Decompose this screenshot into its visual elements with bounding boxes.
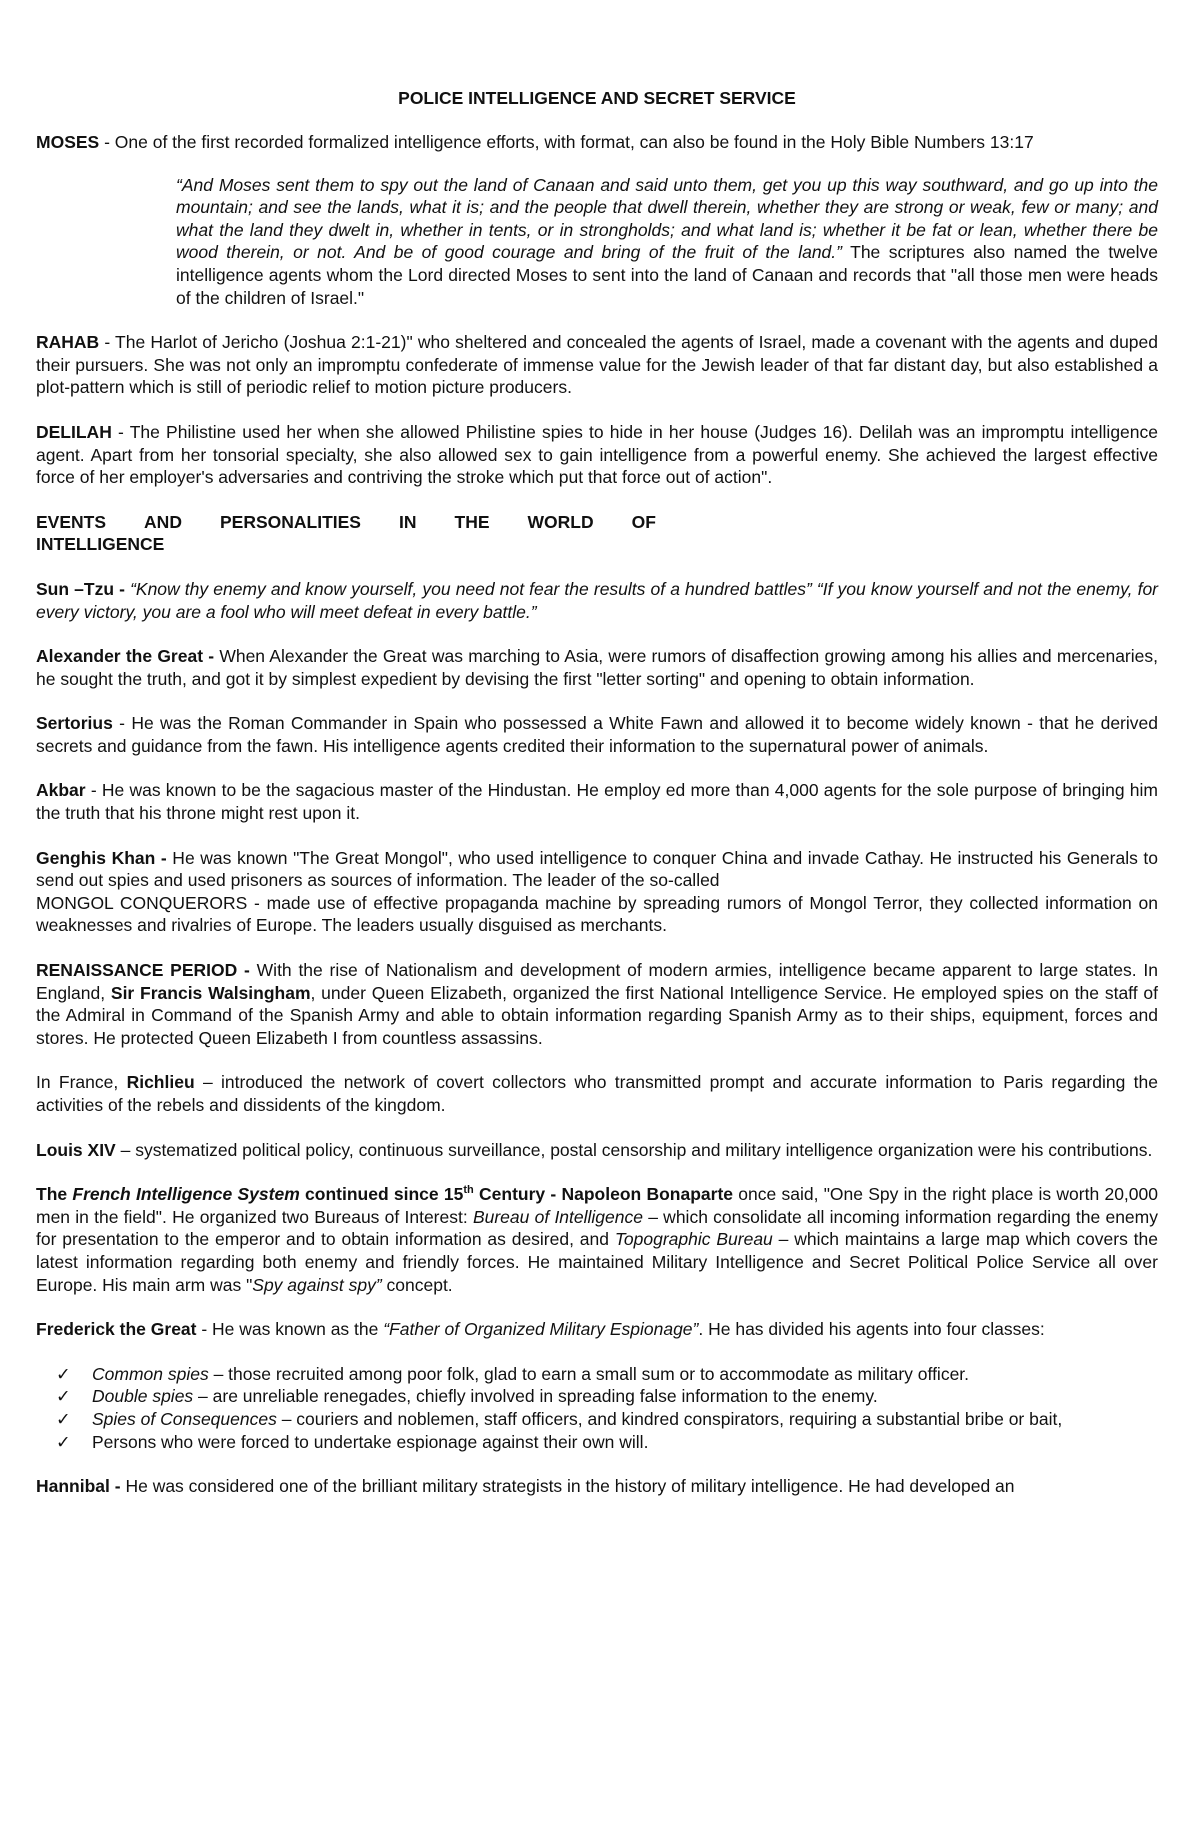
- checkmark-icon: ✓: [56, 1363, 71, 1384]
- list-item: ✓ Spies of Consequences – couriers and noblemen, staff officers, and kindred conspirators, requiring a substantial bribe or bait,: [56, 1408, 1063, 1429]
- paragraph-napoleon: The French Intelligence System continued since 15th Century - Napoleon Bonaparte once said, "One Spy in the right place is worth 20,000 men in the field". He organized two Bureaus of Interest: Bureau of Intelligence – which consolidate all incoming information regarding the enemy for presentation to the emperor and to obtain information as desired, and Topographic Bureau – which maintains a large map which covers the latest information regarding both enemy and friendly forces. He maintained Military Intelligence and Secret Political Police Service all over Europe. His main arm was "Spy against spy” concept.: [36, 1184, 1158, 1295]
- paragraph-richlieu: In France, Richlieu – introduced the network of covert collectors who transmitted prompt and accurate information to Paris regarding the activities of the rebels and dissidents of the kingdom.: [36, 1072, 1158, 1115]
- paragraph-moses: MOSES - One of the first recorded formalized intelligence efforts, with format, can also be found in the Holy Bible Numbers 13:17: [36, 132, 1034, 152]
- paragraph-renaissance: RENAISSANCE PERIOD - With the rise of Nationalism and development of modern armies, intelligence became apparent to large states. In England, Sir Francis Walsingham, under Queen Elizabeth, organized the first National Intelligence Service. He employed spies on the staff of the Admiral in Command of the Spanish Army and able to obtain information regarding Spanish Army as to their ships, equipment, forces and stores. He protected Queen Elizabeth I from countless assassins.: [36, 960, 1158, 1048]
- paragraph-genghis: Genghis Khan - He was known "The Great Mongol", who used intelligence to conquer China and invade Cathay. He instructed his Generals to send out spies and used prisoners as sources of information. The leader of the so-called MONGOL CONQUERORS - made use of effective propaganda machine by spreading rumors of Mongol Terror, they collected information on weaknesses and rivalries of Europe. The leaders usually disguised as merchants.: [36, 847, 1158, 936]
- term-richlieu: Richlieu: [126, 1072, 195, 1093]
- section-heading-events: EVENTS AND PERSONALITIES IN THE WORLD OF INTELLIGENCE: [36, 511, 656, 555]
- term-sertorius: Sertorius: [36, 713, 113, 734]
- term-rahab: RAHAB: [36, 332, 100, 353]
- term-renaissance: RENAISSANCE PERIOD -: [36, 960, 250, 981]
- checkmark-icon: ✓: [56, 1431, 71, 1452]
- quote-moses: “And Moses sent them to spy out the land of Canaan and said unto them, get you up this way southward, and go up into the mountain; and see the lands, what it is; and the people that dwell therein, whether they are strong or weak, few or many; and what the land they dwelt in, whether in tents, or in strongholds; and what land is; whether it be fat or lean, whether there be wood therein, or not. And be of good courage and bring of the fruit of the land.” The scriptures also named the twelve intelligence agents whom the Lord directed Moses to sent into the land of Canaan and records that "all those men were heads of the children of Israel.": [176, 174, 1158, 308]
- term-napoleon: The French Intelligence System continued since 15th Century - Napoleon Bonaparte: [36, 1184, 734, 1205]
- checkmark-icon: ✓: [56, 1408, 71, 1429]
- list-item: ✓ Common spies – those recruited among poor folk, glad to earn a small sum or to accommodate as military officer.: [56, 1363, 970, 1384]
- paragraph-hannibal: Hannibal - He was considered one of the brilliant military strategists in the history of military intelligence. He had developed an: [36, 1476, 1015, 1497]
- paragraph-louis: Louis XIV – systematized political policy, continuous surveillance, postal censorship and military intelligence organization were his contributions.: [36, 1139, 1153, 1160]
- list-item: ✓ Double spies – are unreliable renegades, chiefly involved in spreading false information to the enemy.: [56, 1386, 878, 1407]
- paragraph-rahab: RAHAB - The Harlot of Jericho (Joshua 2:1-21)" who sheltered and concealed the agents of Israel, made a covenant with the agents and duped their pursuers. She was not only an impromptu confederate of immense value for the Jewish leader of that far distant day, but also established a plot-pattern which is still of periodic relief to motion picture producers.: [36, 332, 1158, 398]
- document-page: [36, 88, 1158, 1520]
- paragraph-akbar: Akbar - He was known to be the sagacious master of the Hindustan. He employ ed more than 4,000 agents for the sole purpose of bringing him the truth that his throne might rest upon it.: [36, 780, 1158, 824]
- paragraph-frederick: Frederick the Great - He was known as the “Father of Organized Military Espionage”. He has divided his agents into four classes:: [36, 1319, 1045, 1340]
- checkmark-icon: ✓: [56, 1386, 71, 1407]
- term-louis: Louis XIV: [36, 1139, 116, 1160]
- paragraph-delilah: DELILAH - The Philistine used her when she allowed Philistine spies to hide in her house (Judges 16). Delilah was an impromptu intelligence agent. Apart from her tonsorial specialty, she also allowed sex to gain intelligence from a powerful enemy. She achieved the largest effective force of her employer's adversaries and contriving the stroke which put that force out of action".: [36, 421, 1158, 488]
- paragraph-alexander: Alexander the Great - When Alexander the Great was marching to Asia, were rumors of disaffection growing among his allies and mercenaries, he sought the truth, and got it by simplest expedient by devising the first "letter sorting" and opening to obtain information.: [36, 646, 1158, 689]
- term-delilah: DELILAH: [36, 421, 112, 442]
- term-genghis: Genghis Khan -: [36, 847, 167, 868]
- paragraph-suntzu: Sun –Tzu - “Know thy enemy and know yourself, you need not fear the results of a hundred battles” “If you know yourself and not the enemy, for every victory, you are a fool who will meet defeat in every battle.”: [36, 578, 1159, 622]
- term-hannibal: Hannibal -: [36, 1476, 121, 1497]
- page-title: POLICE INTELLIGENCE AND SECRET SERVICE: [398, 88, 796, 108]
- spy-classes-list: [36, 1363, 1158, 1453]
- paragraph-sertorius: Sertorius - He was the Roman Commander in Spain who possessed a White Fawn and allowed it to become widely known - that he derived secrets and guidance from the fawn. His intelligence agents credited their information to the supernatural power of animals.: [36, 713, 1158, 756]
- list-item: ✓ Persons who were forced to undertake espionage against their own will.: [56, 1431, 649, 1452]
- term-frederick: Frederick the Great: [36, 1319, 197, 1340]
- term-akbar: Akbar: [36, 780, 86, 801]
- term-suntzu: Sun –Tzu -: [36, 578, 125, 599]
- term-alexander: Alexander the Great -: [36, 646, 215, 667]
- term-moses: MOSES: [36, 132, 100, 152]
- term-walsingham: Sir Francis Walsingham: [110, 982, 311, 1003]
